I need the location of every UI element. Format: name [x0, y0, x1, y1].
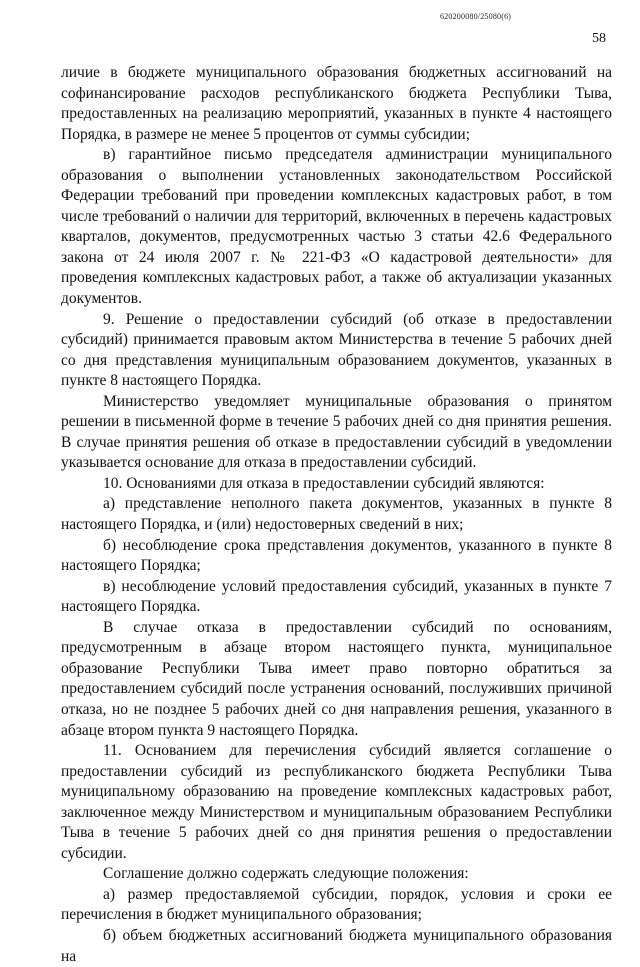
paragraph-refusal-v: в) несоблюдение условий предоставления субсидий, указанных в пункте 7 настоящего Порядка. — [61, 577, 612, 616]
paragraph-agreement-a: а) размер предоставляемой субсидии, порядок, условия и сроки ее перечисления в бюджет муниципального образования; — [61, 885, 612, 924]
paragraph-reapply: В случае отказа в предоставлении субсидий по основаниям, предусмотренным в абзаце втором настоящего пункта, муниципальное образование Республики Тыва имеет право повторно обратиться за предоставлением субсидий после устранения оснований, послуживших причиной отказа, но не позднее 5 рабочих дней со дня направления решения, указанного в абзаце втором пункта 9 настоящего Порядка. — [61, 618, 612, 739]
paragraph-refusal-a: а) представление неполного пакета документов, указанных в пункте 8 настоящего Порядка, и (или) недостоверных сведений в них; — [61, 495, 612, 534]
document-body — [61, 63, 612, 967]
paragraph-agreement-b: б) объем бюджетных ассигнований бюджета муниципального образования на — [61, 926, 612, 965]
paragraph-clause-11: 11. Основанием для перечисления субсидий является соглашение о предоставлении субсидий из республиканского бюджета Республики Тыва муниципальному образованию на проведение комплексных кадастровых работ, заключенное между Министерством и муниципальным образованием Республики Тыва в течение 5 рабочих дней со дня принятия решения о предоставлении субсидии. — [61, 742, 612, 862]
paragraph-notification: Министерство уведомляет муниципальные образования о принятом решении в письменной форме в течение 5 рабочих дней со дня принятия решения. В случае принятия решения об отказе в предоставлении субсидий в уведомлении указывается основание для отказа в предоставлении субсидий. — [61, 392, 612, 472]
page-number: 58 — [592, 31, 606, 46]
paragraph-refusal-b: б) несоблюдение срока представления документов, указанного в пункте 8 настоящего Порядка; — [61, 536, 612, 575]
paragraph-continuation: личие в бюджете муниципального образования бюджетных ассигнований на софинансирование расходов республиканского бюджета Республики Тыва, предоставленных на реализацию мероприятий, указанных в пункте 4 настоящего Порядка, в размере не менее 5 процентов от суммы субсидии; — [61, 64, 612, 143]
paragraph-clause-9: 9. Решение о предоставлении субсидий (об отказе в предоставлении субсидий) принимается правовым актом Министерства в течение 5 рабочих дней со дня представления муниципальным образованием документов, указанных в пункте 8 настоящего Порядка. — [61, 310, 612, 390]
document-code: 620200080/25080(6) — [440, 12, 512, 21]
paragraph-agreement-intro: Соглашение должно содержать следующие положения: — [103, 865, 469, 883]
paragraph-item-v-guarantee-letter: в) гарантийное письмо председателя администрации муниципального образования о выполнении установленных законодательством Российской Федерации требований при проведении комплексных кадастровых работ, в том числе требований о наличии для территорий, включенных в перечень кадастровых кварталов, документов, предусмотренных частью 3 статьи 42.6 Федерального закона от 24 июля 2007 г. № 221-ФЗ «О кадастровой деятельности» для проведения комплексных кадастровых работ, а также об актуализации указанных документов. — [61, 146, 612, 308]
paragraph-clause-10: 10. Основаниями для отказа в предоставлении субсидий являются: — [103, 474, 545, 492]
